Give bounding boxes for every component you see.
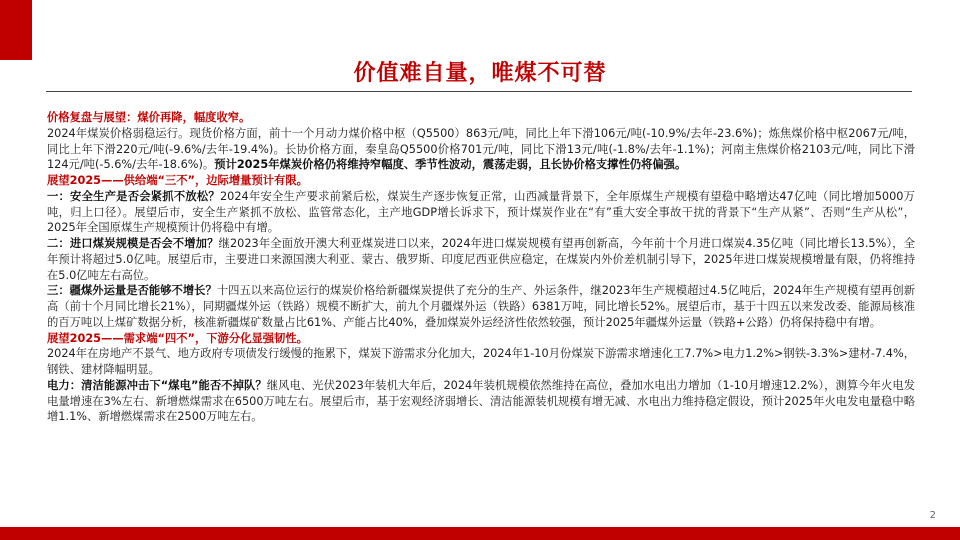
paragraph bbox=[47, 126, 915, 173]
paragraph bbox=[47, 110, 915, 126]
paragraph-text: 2024年在房地产不景气、地方政府专项债发行缓慢的拖累下，煤炭下游需求分化加大，2024年1-10月份煤炭下游需求增速化工7.7%>电力1.2%>钢铁-3.3%>建材-7.4%，钢铁、建材降幅明显。 bbox=[47, 347, 915, 376]
paragraph bbox=[47, 346, 915, 378]
footer-accent-bar bbox=[0, 527, 960, 540]
section-heading: 展望2025——供给端“三不”，边际增量预计有限。 bbox=[47, 174, 308, 187]
question-heading: 电力：清洁能源冲击下“煤电”能否不掉队？ bbox=[47, 378, 267, 392]
paragraph-conclusion: 预计2025年煤炭价格仍将维持窄幅度、季节性波动，震荡走弱，且长协价格支撑性仍将偏强。 bbox=[214, 158, 687, 172]
section-heading: 价格复盘与展望：煤价再降，幅度收窄。 bbox=[47, 111, 251, 124]
title-divider bbox=[46, 91, 912, 92]
paragraph-text: 继2023年全面放开澳大利亚煤炭进口以来，2024年进口煤炭规模有望再创新高，今年前十个月进口煤炭4.35亿吨（同比增长13.5%），全年预计将超过5.0亿吨。展望后市，主要进口来源国澳大利亚、蒙古、俄罗斯、印度尼西亚供应稳定，在煤炭内外价差机制引导下，2025年进口煤炭规模增量有限，仍将维持在5.0亿吨左右高位。 bbox=[47, 237, 915, 282]
question-heading: 一：安全生产是否会紧抓不放松？ bbox=[47, 189, 220, 203]
section-heading: 展望2025——需求端“四不”，下游分化显强韧性。 bbox=[47, 331, 308, 345]
paragraph bbox=[47, 173, 915, 189]
question-heading: 三：疆煤外运量是否能够不增长？ bbox=[47, 284, 217, 298]
paragraph bbox=[47, 378, 915, 425]
paragraph bbox=[47, 189, 915, 236]
paragraph bbox=[47, 283, 915, 330]
content-body bbox=[47, 110, 915, 425]
paragraph bbox=[47, 331, 915, 347]
paragraph-text: 十四五以来高位运行的煤炭价格给新疆煤炭提供了充分的生产、外运条件，继2023年生产规模超过4.5亿吨后，2024年生产规模有望再创新高（前十个月同比增长21%），同期疆煤外运（铁路）规模不断扩大，前九个月疆煤外运（铁路）6381万吨，同比增长52%。展望后市，基于十四五以来发改委、能源局核准的百万吨以上煤矿数据分析，核准新疆煤矿数量占比61%、产能占比40%，叠加煤炭外运经济性依然较强，预计2025年疆煤外运量（铁路+公路）仍将保持稳中有增。 bbox=[47, 284, 915, 329]
page-title: 价值难自量，唯煤不可替 bbox=[353, 60, 607, 86]
question-heading: 二：进口煤炭规模是否会不增加？ bbox=[47, 237, 219, 250]
page-number: 2 bbox=[929, 510, 936, 521]
paragraph-text: 2024年煤炭价格弱稳运行。现货价格方面，前十一个月动力煤价格中枢（Q5500）863元/吨，同比上年下滑106元/吨(-10.9%/去年-23.6%)；炼焦煤价格中枢2067元/吨，同比上年下滑220元/吨(-9.6%/去年-19.4%)。长协价格方面，秦皇岛Q5500价格701元/吨，同比下滑13元/吨(-1.8%/去年-1.1%)；河南主焦煤价格2103元/吨，同比下滑124元/吨(-5.6%/去年-18.6%)。 bbox=[47, 126, 915, 172]
paragraph bbox=[47, 236, 915, 283]
paragraph-text: 2024年安全生产要求前紧后松，煤炭生产逐步恢复正常，山西减量背景下，全年原煤生产规模有望稳中略增达47亿吨（同比增加5000万吨，归上口径）。展望后市，安全生产紧抓不放松、监管常态化，主产地GDP增长诉求下，预计煤炭作业在“有”重大安全事故干扰的背景下“生产从紧”、否则“生产从松”，2025年全国原煤生产规模预计仍将稳中有增。 bbox=[47, 189, 915, 235]
paragraph-text: 继风电、光伏2023年装机大年后，2024年装机规模依然维持在高位，叠加水电出力增加（1-10月增速12.2%），测算今年火电发电量增速在3%左右、新增燃煤需求在6500万吨左右。展望后市，基于宏观经济弱增长、清洁能源装机规模有增无减、水电出力维持稳定假设，预计2025年火电发电量稳中略增1.1%、新增燃煤需求在2500万吨左右。 bbox=[47, 378, 915, 424]
corner-accent-block bbox=[0, 0, 32, 60]
